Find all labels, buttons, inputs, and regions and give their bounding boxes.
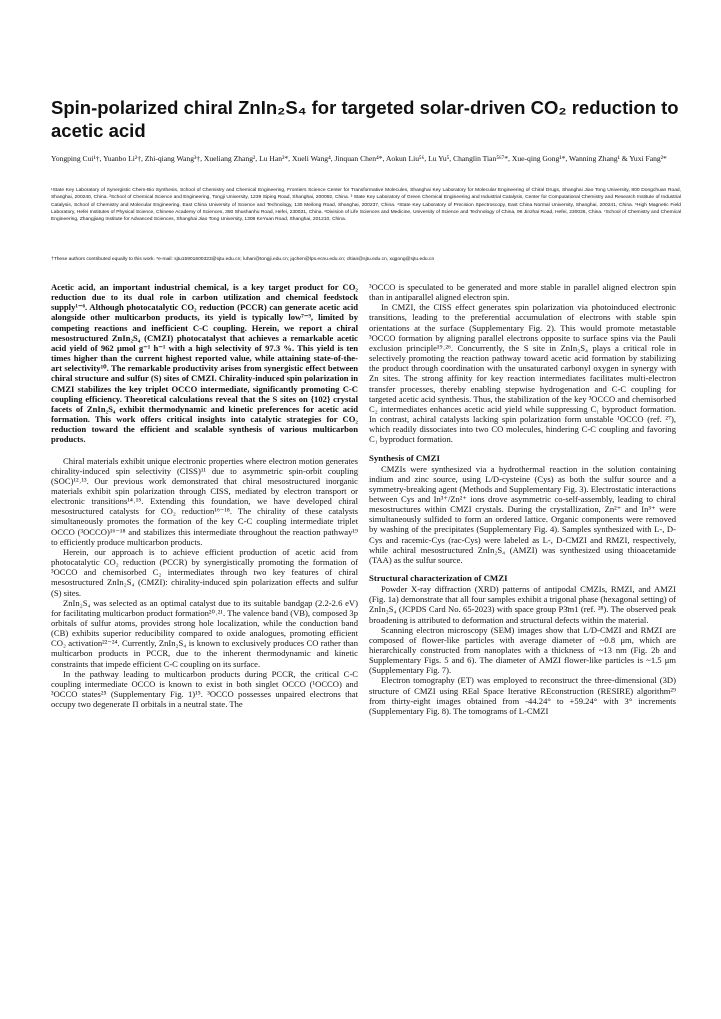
body-paragraph: ³OCCO is speculated to be generated and more stable in parallel aligned electron spin than in antiparallel aligned electron spin. (369, 282, 676, 303)
body-paragraph: Powder X-ray diffraction (XRD) patterns of antipodal CMZIs, RMZI, and AMZI (Fig. 1a) demonstrate that all four samples exhibit a trigonal phase (hexagonal setting) of ZnIn₂S₄ (JCPDS Card No. 65-2023) with space group P3̄m1 (ref. ²⁸). The observed peak broadening is attributed to deformation and structural defects within the material. (369, 584, 676, 625)
body-paragraph: Herein, our approach is to achieve efficient production of acetic acid from photocatalytic CO₂ reduction (PCCR) by synergistically promoting the formation of ³OCCO and chemisorbed C₂ intermediates through two key features of chiral mesostructured ZnIn₂S₄ (CMZI): chirality-induced spin polarization effects and sulfur (S) sites. (51, 546, 358, 598)
body-paragraph: Chiral materials exhibit unique electronic properties where electron motion generates chirality-induced spin selectivity (CISS)¹¹ due to asymmetric spin-orbit coupling (SOC)¹²˒¹³. Our previous work demonstrated that chiral mesostructured inorganic materials exhibit spin polarization through CISS, mediated by electron transport or electronic transitions¹⁴˒¹⁵. Extending this foundation, we have developed chiral mesostructured catalysts for CO₂ reduction¹⁶⁻¹⁸. The chirality of these catalysts simultaneously promotes the formation of the key C-C coupling intermediate triplet OCCO (³OCCO)¹⁶⁻¹⁸ and stabilizes this intermediate throughout the reaction pathway¹⁹ to efficiently produce multicarbon products. (51, 455, 358, 547)
affiliations: ¹State Key Laboratory of Synergistic Chem-Bio Synthesis, School of Chemistry and Chemical Engineering, Frontiers Science Center for Transformative Molecules, Shanghai Key Laboratory for Molecular Engineering of Chiral Drugs, Shanghai Jiao Tong University, 800 Dongchuan Road, Shanghai, 200240, China. ²School of Chemical Science and Engineering, Tongji University, 1239 Siping Road, Shanghai, 200092, China. ³ State Key Laboratory of Green Chemical Engineering and Industrial Catalysis, Center for Computational Chemistry and Research Institute of Industrial Catalysis, School of Chemistry and Molecular Engineering, East China University of Science and Technology, 130 Meilong Road, Shanghai, 200237, China. ⁴State Key Laboratory of Precision Spectroscopy, East China Normal University, Shanghai, 200241, China. ⁵High Magnetic Field Laboratory, Hefei Institutes of Physical Science, Chinese Academy of Sciences, 350 Shushanhu Road, Hefei, 230031, China. ⁶Division of Life Sciences and Medicine, University of Science and Technology of China, 96 Jinzhai Road, Hefei, 230026, China. ⁷School of Chemistry and Chemical Engineering, Zhangjiang Institute for Advanced Sciences, Shanghai Jiao Tong University, 1308 KeYuan Road, Shanghai, 201210, China. (51, 188, 681, 223)
body-paragraph: Electron tomography (ET) was employed to reconstruct the three-dimensional (3D) structure of CMZI using REal Space Iterative REconstruction (RESIRE) algorithm²⁹ from thirty-eight images obtained from -44.24° to +59.24° with 3° increments (Supplementary Fig. 8). The tomograms of L-CMZI (369, 675, 676, 716)
section-heading-synthesis: Synthesis of CMZI (369, 452, 440, 463)
left-column (51, 282, 358, 709)
body-paragraph: In the pathway leading to multicarbon products during PCCR, the critical C-C coupling intermediate OCCO is known to exist in both singlet OCCO (¹OCCO) and ³OCCO states²⁵ (Supplementary Fig. 1)¹⁵. ³OCCO possesses unpaired electrons that occupy two degenerate Π orbitals in a neutral state. The (51, 668, 358, 710)
section-heading-structural-characterization: Structural characterization of CMZI (369, 573, 508, 584)
author-list: Yongping Cui¹†, Yuanbo Li²†, Zhi-qiang Wang³†, Xueliang Zhang², Lu Han²*, Xueli Wang⁴, Jinquan Chen⁴*, Aokun Liu⁵⁶, Lu Yu⁵, Changlin Tian⁵⁶⁷*, Xue-qing Gong¹*, Wanning Zhang¹ & Yuxi Fang²* (51, 154, 667, 163)
paper-title: Spin-polarized chiral ZnIn₂S₄ for targeted solar-driven CO₂ reduction to acetic acid (51, 97, 679, 141)
right-column (369, 282, 676, 716)
body-paragraph: In CMZI, the CISS effect generates spin polarization via photoinduced electronic transitions, leading to the preferential accumulation of electrons with stable spin orientations at the surface (Supplementary Fig. 2). This would promote metastable ³OCCO formation by aligning parallel electrons opposite to surface spins via the Pauli exclusion principle¹⁹˒²⁶. Concurrently, the S site in ZnIn₂S₄ plays a critical role in selectively promoting the reaction pathway toward acetic acid formation by stabilizing the product through coordination with the unsaturated carbonyl oxygen in synergy with Zn sites. The strong affinity for key reaction intermediates facilitates multi-electron transfer processes, thereby enabling stepwise hydrogenation and C-C coupling for targeted acetic acid synthesis. Thus, the stabilization of the key ³OCCO and chemisorbed C₂ intermediates enhances acetic acid yield while suppressing C₁ byproduct formation. In contrast, achiral catalysts lacking spin polarization form unstable ¹OCCO (ref. ²⁷), which readily dissociates into two CO molecules, hindering C-C coupling and favoring C₁ byproduct formation. (369, 302, 676, 445)
contribution-note: †These authors contributed equally to this work. *e-mail: sjtu15901600323@sjtu.edu.cn; luhan@tongji.edu.cn; jqchen@lps.ecnu.edu.cn; cltian@sjtu.edu.cn, xqgong@sjtu.edu.cn (51, 257, 435, 262)
abstract: Acetic acid, an important industrial chemical, is a key target product for CO₂ reduction due to its dual role in carbon utilization and chemical feedstock supply¹⁻⁶. Although photocatalytic CO₂ reduction (PCCR) can generate acetic acid alongside other multicarbon products, its yield is typically low⁷⁻⁹, limited by competing reactions and inefficient C-C coupling. Herein, we report a chiral mesostructured ZnIn₂S₄ (CMZI) photocatalyst that achieves a remarkable acetic acid yield of 962 μmol g⁻¹ h⁻¹ with a high selectivity of 97.3 %. This yield is ten times higher than the current highest reported value, while attaining state-of-the-art selectivity¹⁰. The remarkable productivity arises from synergistic effect between chiral structure and sulfur (S) sites of CMZI. Chirality-induced spin polarization in CMZI stabilizes the key triplet OCCO intermediate, significantly promoting C-C coupling efficiency. Theoretical calculations reveal that the S sites on {102} crystal facets of ZnIn₂S₄ exhibit thermodynamic and kinetic preferences for acetic acid formation. This work offers critical insights into catalytic strategies for CO₂ reduction toward the efficient and scalable synthesis of various multicarbon products. (51, 282, 358, 445)
body-paragraph: Scanning electron microscopy (SEM) images show that L/D-CMZI and RMZI are composed of flower-like particles with average diameter of ~0.8 μm, which are hierarchically constructed from nanoplates with a thickness of ~13 nm (Fig. 2b and Supplementary Figs. 5 and 6). The diameter of AMZI flower-like particles is ~1.5 μm (Supplementary Fig. 7). (369, 624, 676, 676)
body-paragraph: CMZIs were synthesized via a hydrothermal reaction in the solution containing indium and zinc source, using L/D-cysteine (Cys) as both the sulfur source and a symmetry-breaking agent (Methods and Supplementary Fig. 3). Electrostatic interactions between Cys and In³⁺/Zn²⁺ ions drove asymmetric co-self-assembly, leading to chiral mesostructures within CMZI crystals. During the crystallization, Zn²⁺ and In³⁺ were simultaneously sulfided to form an ordered lattice. Organic components were removed by washing of the precipitates (Supplementary Fig. 4). Samples synthesized with L-, D-Cys and racemic-Cys (rac-Cys) were labeled as L-, D-CMZI and RMZI, respectively, while achiral mesostructured ZnIn₂S₄ (AMZI) was synthesized using thioacetamide (TAA) as the sulfur source. (369, 463, 676, 565)
body-paragraph: ZnIn₂S₄ was selected as an optimal catalyst due to its suitable bandgap (2.2-2.6 eV) for facilitating multicarbon product formation²⁰˒²¹. The valence band (VB), composed 3p orbitals of sulfur atoms, provides strong hole localization, while the conduction band (CB) exhibits superior reducibility compared to oxide analogues, promoting efficient CO₂ activation²²⁻²⁴. Currently, ZnIn₂S₄ is known to exclusively produces CO rather than multicarbon products in PCCR, due to the inherent thermodynamic and kinetic constraints that impede efficient C-C coupling on its surface. (51, 597, 358, 669)
